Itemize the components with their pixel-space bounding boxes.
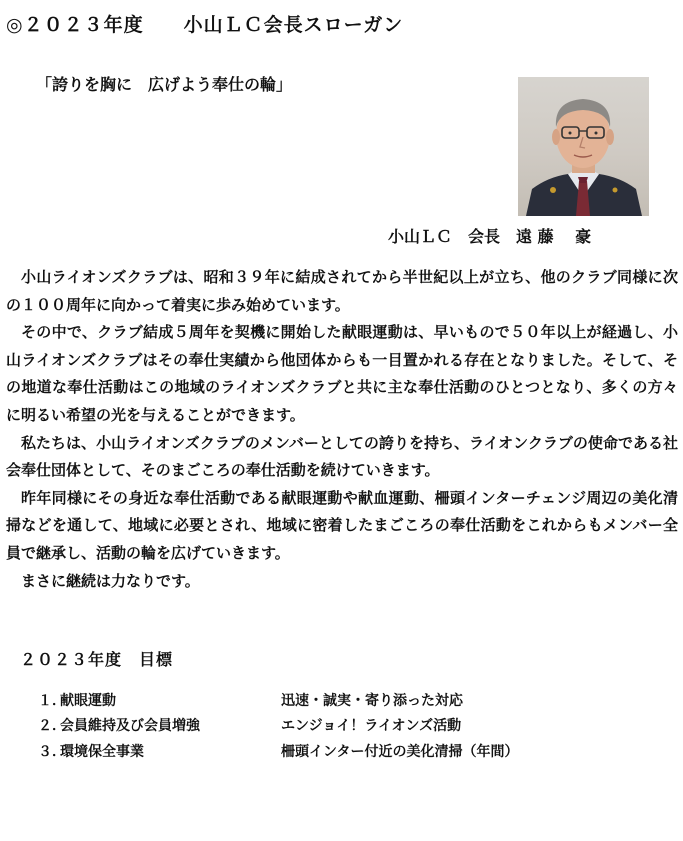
president-photo [518, 77, 649, 216]
message-body [6, 264, 678, 595]
paragraph: 小山ライオンズクラブは、昭和３９年に結成されてから半世紀以上が立ち、他のクラブ同様に次の１００周年に向かって着実に歩み始めています。 [6, 268, 678, 314]
goal-description: エンジョイ！ライオンズ活動 [281, 718, 462, 735]
goals-heading: ２０２３年度 目標 [20, 650, 174, 669]
goal-description: 迅速・誠実・寄り添った対応 [281, 692, 463, 709]
paragraph: 私たちは、小山ライオンズクラブのメンバーとしての誇りを持ち、ライオンクラブの使命である社会奉仕団体として、そのまごころの奉仕活動を続けていきます。 [6, 433, 678, 480]
goal-number: １． [38, 692, 66, 709]
goal-name: 環境保全事業 [60, 743, 144, 760]
paragraph: その中で、クラブ結成５周年を契機に開始した献眼運動は、早いもので５０年以上が経過し、小山ライオンズクラブはその奉仕実績から他団体からも一目置かれる存在となりました。そして、その地道な奉仕活動はこの地域のライオンズクラブと共に主な奉仕活動のひとつとなり、多くの方々に明るい希望の光を与えることができます。 [6, 323, 678, 424]
goals-list [38, 687, 518, 764]
goal-number: ３． [38, 743, 66, 760]
goal-item [38, 687, 518, 713]
goal-name: 献眼運動 [60, 692, 116, 709]
slogan: 「誇りを胸に 広げよう奉仕の輪」 [36, 75, 293, 94]
goal-item [38, 713, 518, 739]
goal-name: 会員維持及び会員増強 [60, 718, 200, 735]
goal-item [38, 738, 518, 764]
goal-description: 柵頭インター付近の美化清掃（年間） [281, 743, 519, 760]
paragraph: 昨年同様にその身近な奉仕活動である献眼運動や献血運動、柵頭インターチェンジ周辺の美化清掃などを通して、地域に必要とされ、地域に密着したまごころの奉仕活動をこれからもメンバー全員で継承し、活動の輪を広げていきます。 [6, 488, 678, 562]
page-title: ◎２０２３年度 小山ＬＣ会長スローガン [6, 14, 404, 36]
paragraph: まさに継続は力なりです。 [21, 571, 200, 590]
goal-number: ２． [38, 718, 66, 735]
president-caption: 小山ＬＣ 会長 遠 藤 豪 [388, 227, 592, 246]
